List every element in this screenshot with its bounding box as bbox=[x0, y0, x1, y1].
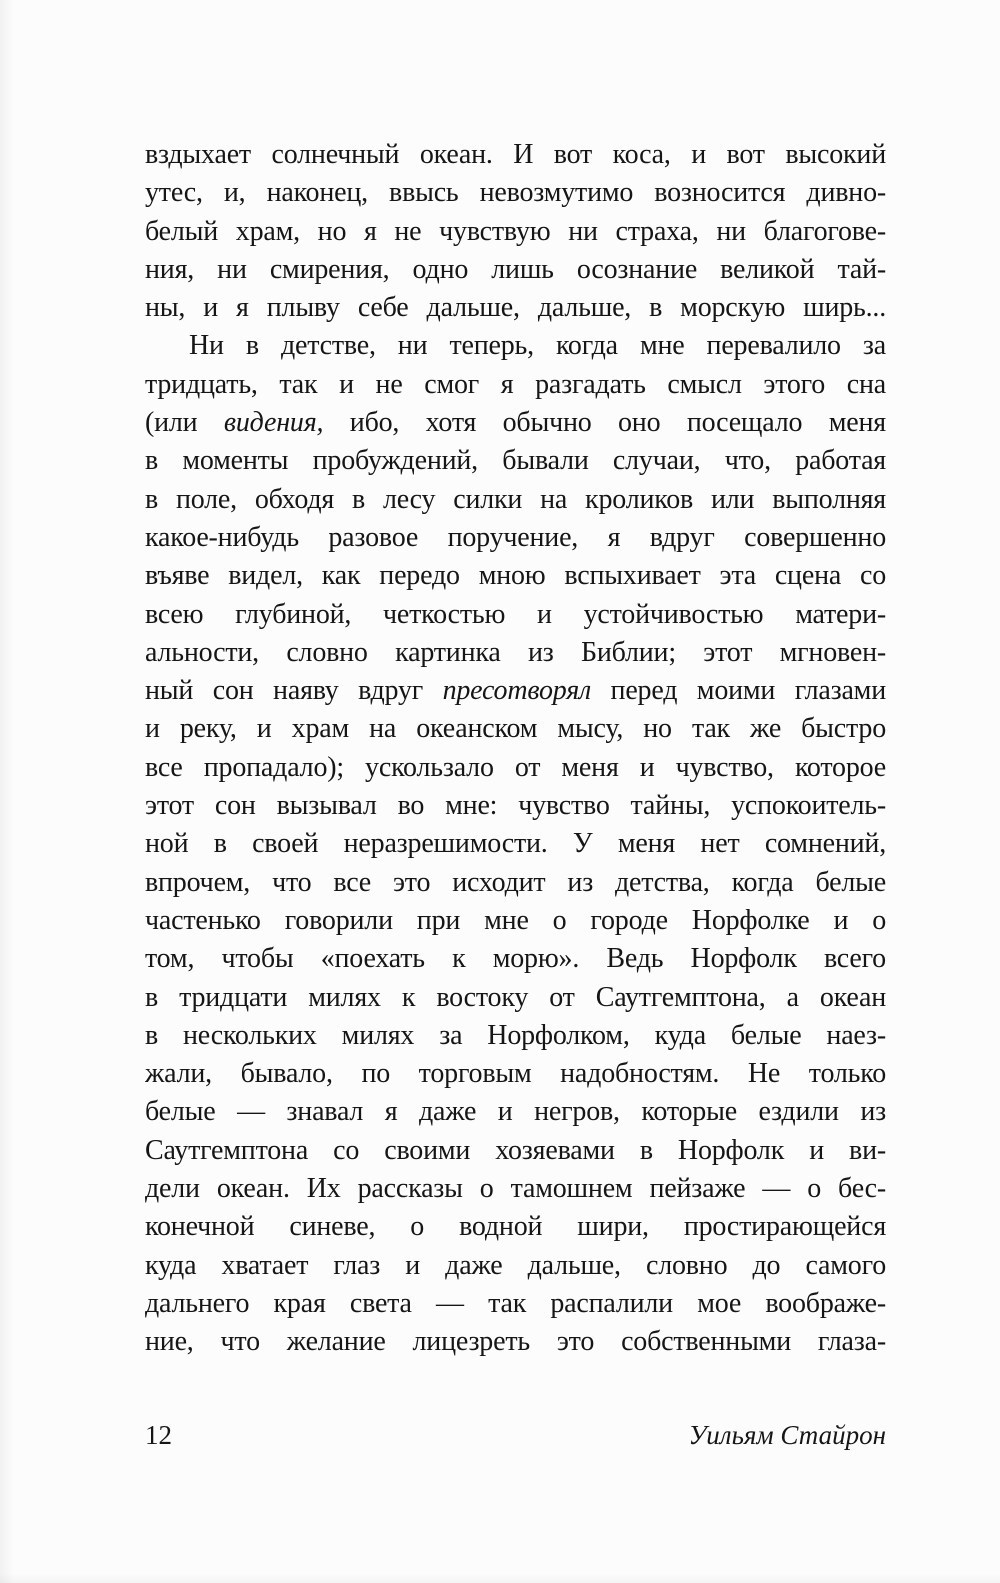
text-line: в тридцати милях к востоку от Саутгемптона, а океан bbox=[145, 981, 886, 1013]
page-number: 12 bbox=[145, 1420, 172, 1450]
text-line: конечной синеве, о водной шири, простирающейся bbox=[145, 1211, 886, 1243]
text-line: тридцать, так и не смог я разгадать смысл этого сна bbox=[145, 368, 886, 400]
text-segment: ный сон наяву вдруг bbox=[145, 675, 443, 707]
text-line bbox=[145, 672, 886, 710]
text-line: в поле, обходя в лесу силки на кроликов или выполняя bbox=[145, 483, 886, 515]
text-segment: (или bbox=[145, 407, 224, 439]
text-line: том, чтобы «поехать к морю». Ведь Норфолк всего bbox=[145, 943, 886, 975]
text-line: альности, словно картинка из Библии; этот мгновен- bbox=[145, 636, 886, 668]
text-line: ны, и я плыву себе дальше, дальше, в морскую ширь... bbox=[145, 292, 886, 324]
text-line: частенько говорили при мне о городе Норфолке и о bbox=[145, 904, 886, 936]
text-line: все пропадало); ускользало от меня и чувство, которое bbox=[145, 751, 886, 783]
text-line: и реку, и храм на океанском мысу, но так же быстро bbox=[145, 713, 886, 745]
text-line: вздыхает солнечный океан. И вот коса, и вот высокий bbox=[145, 139, 886, 170]
italic-word: пресотворял bbox=[442, 675, 592, 707]
text-line: Ни в детстве, ни теперь, когда мне перевалило за bbox=[189, 330, 886, 362]
paragraph bbox=[145, 327, 886, 1361]
text-line: какое-нибудь разовое поручение, я вдруг совершенно bbox=[145, 521, 886, 553]
text-line: в моменты пробуждений, бывали случаи, что, работая bbox=[145, 445, 886, 477]
text-line: всею глубиной, четкостью и устойчивостью матери- bbox=[145, 598, 886, 630]
paragraph bbox=[145, 136, 886, 327]
text-segment: перед моими глазами bbox=[591, 675, 886, 707]
text-line: в нескольких милях за Норфолком, куда белые наез- bbox=[145, 1019, 886, 1051]
text-segment: ибо, хотя обычно оно посещало меня bbox=[323, 407, 886, 439]
text-line: дели океан. Их рассказы о тамошнем пейзаже — о бес- bbox=[145, 1173, 886, 1205]
text-line: утес, и, наконец, ввысь невозмутимо возносится дивно- bbox=[145, 177, 886, 209]
text-line: белый храм, но я не чувствую ни страха, ни благогове- bbox=[145, 215, 886, 247]
text-line: ние, что желание лицезреть это собственными глаза- bbox=[145, 1326, 886, 1358]
text-line: Саутгемптона со своими хозяевами в Норфолк и ви- bbox=[145, 1134, 886, 1166]
text-line: куда хватает глаз и даже дальше, словно до самого bbox=[145, 1249, 886, 1281]
text-line: жали, бывало, по торговым надобностям. Не только bbox=[145, 1058, 886, 1090]
text-line: впрочем, что все это исходит из детства, когда белые bbox=[145, 866, 886, 898]
text-line: ной в своей неразрешимости. У меня нет сомнений, bbox=[145, 828, 886, 860]
page-footer bbox=[145, 1416, 886, 1454]
text-line: белые — знавал я даже и негров, которые ездили из bbox=[145, 1096, 886, 1128]
page-text bbox=[145, 136, 886, 1362]
text-line: въяве видел, как передо мною вспыхивает эта сцена со bbox=[145, 560, 886, 592]
running-title-author: Уильям Стайрон bbox=[688, 1420, 886, 1450]
text-line bbox=[145, 404, 886, 442]
text-line: этот сон вызывал во мне: чувство тайны, успокоитель- bbox=[145, 790, 886, 822]
text-line: дальнего края света — так распалили мое воображе- bbox=[145, 1287, 886, 1319]
italic-word: видения, bbox=[223, 407, 324, 439]
text-line: ния, ни смирения, одно лишь осознание великой тай- bbox=[145, 253, 886, 285]
